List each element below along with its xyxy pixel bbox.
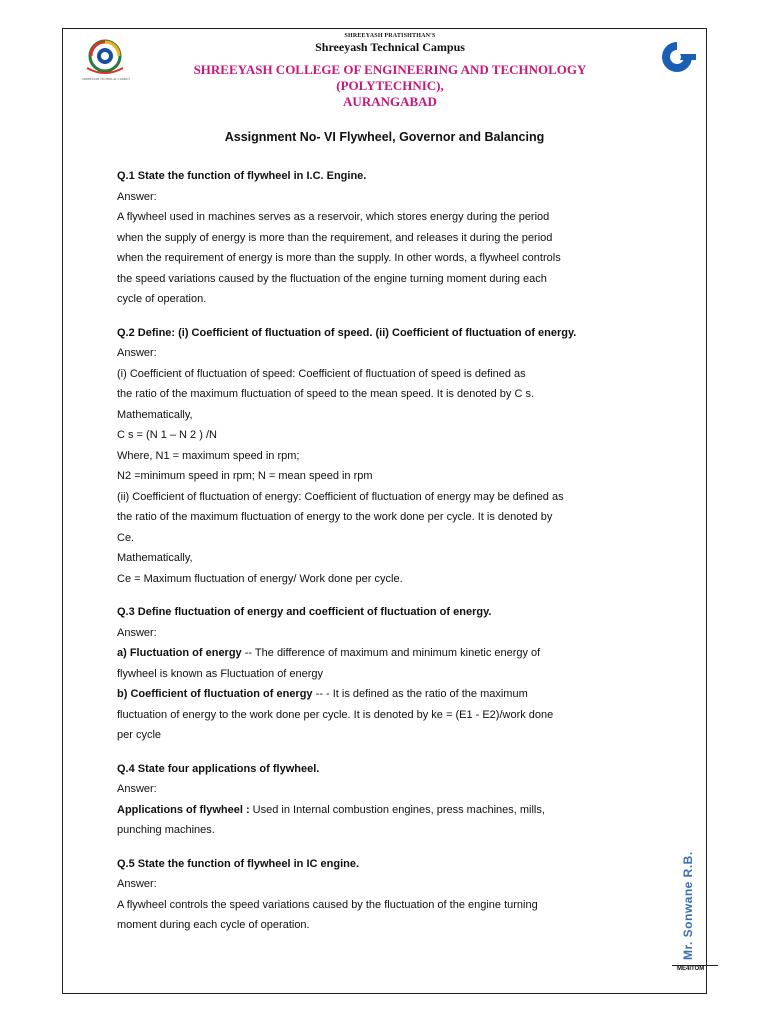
author-name: Mr. Sonwane R.B. [681,851,695,960]
answer-line: the ratio of the maximum fluctuation of speed to the mean speed. It is denoted by C s. [117,388,535,400]
pratishthan-label: SHREEYASH PRATISHTHAN'S [344,33,436,39]
answer-line: N2 =minimum speed in rpm; N = mean speed in rpm [117,470,373,482]
answer-line: Ce. [117,531,135,544]
answer-line: when the requirement of energy is more than the supply. In other words, a flywheel controls [117,252,561,264]
college-logo-icon [83,38,127,78]
answer-line: moment during each cycle of operation. [117,919,310,931]
question-2: Q.2 Define: (i) Coefficient of fluctuation of speed. (ii) Coefficient of fluctuation of energy. [117,326,577,339]
answer-line: C s = (N 1 – N 2 ) /N [117,429,217,441]
answer-line: Ce = Maximum fluctuation of energy/ Work done per cycle. [117,572,403,585]
answer-line: A flywheel used in machines serves as a reservoir, which stores energy during the period [117,211,550,223]
answer-line: Mathematically, [117,408,193,421]
question-1: Q.1 State the function of flywheel in I.C. Engine. [117,170,367,182]
answer-label: Answer: [117,626,157,639]
definition-text: -- - It is defined as the ratio of the maximum [312,688,528,700]
campus-name: Shreeyash Technical Campus [315,40,465,54]
answer-label: Answer: [117,347,157,359]
answer-line [117,800,653,821]
assignment-content [117,166,653,936]
question-3: Q.3 Define fluctuation of energy and coefficient of fluctuation of energy. [117,606,492,618]
definition-text: -- The difference of maximum and minimum kinetic energy of [241,647,541,659]
answer-line: flywheel is known as Fluctuation of energy [117,667,324,680]
term-coefficient-of-fluctuation: b) Coefficient of fluctuation of energy [117,688,313,700]
definition-text: Used in Internal combustion engines, press machines, mills, [249,803,545,816]
answer-line: (i) Coefficient of fluctuation of speed: Coefficient of fluctuation of speed is defined as [117,367,526,380]
assignment-title: Assignment No- VI Flywheel, Governor and Balancing [224,130,545,144]
term-applications: Applications of flywheel : [117,803,250,816]
answer-line [117,643,653,664]
certification-logo-icon [656,40,698,74]
college-name [140,62,640,110]
answer-line: punching machines. [117,824,215,836]
answer-line: fluctuation of energy to the work done per cycle. It is denoted by ke = (E1 - E2)/work done [117,708,554,721]
college-name-line2: AURANGABAD [343,94,437,109]
term-fluctuation-of-energy: a) Fluctuation of energy [117,647,242,659]
answer-line [117,684,653,705]
college-name-line1: SHREEYASH COLLEGE OF ENGINEERING AND TECHNOLOGY (POLYTECHNIC), [193,62,587,93]
answer-line: per cycle [117,729,162,741]
answer-line: the ratio of the maximum fluctuation of energy to the work done per cycle. It is denoted by [117,511,553,523]
answer-line: (ii) Coefficient of fluctuation of energy: Coefficient of fluctuation of energy may be defined as [117,490,564,503]
answer-label: Answer: [117,190,157,203]
course-code: ME4ITOM [677,966,705,972]
answer-line: cycle of operation. [117,293,207,305]
question-4: Q.4 State four applications of flywheel. [117,762,320,775]
logo-caption: SHREEYASH TECHNICAL CAMPUS [81,77,130,81]
answer-line: A flywheel controls the speed variations caused by the fluctuation of the engine turning [117,898,538,911]
answer-label: Answer: [117,878,157,890]
answer-line: Mathematically, [117,552,193,564]
answer-line: the speed variations caused by the fluctuation of the engine turning moment during each [117,272,547,285]
answer-line: Where, N1 = maximum speed in rpm; [117,449,300,462]
answer-line: when the supply of energy is more than the requirement, and releases it during the period [117,231,553,244]
answer-label: Answer: [117,783,157,795]
question-5: Q.5 State the function of flywheel in IC engine. [117,857,360,870]
